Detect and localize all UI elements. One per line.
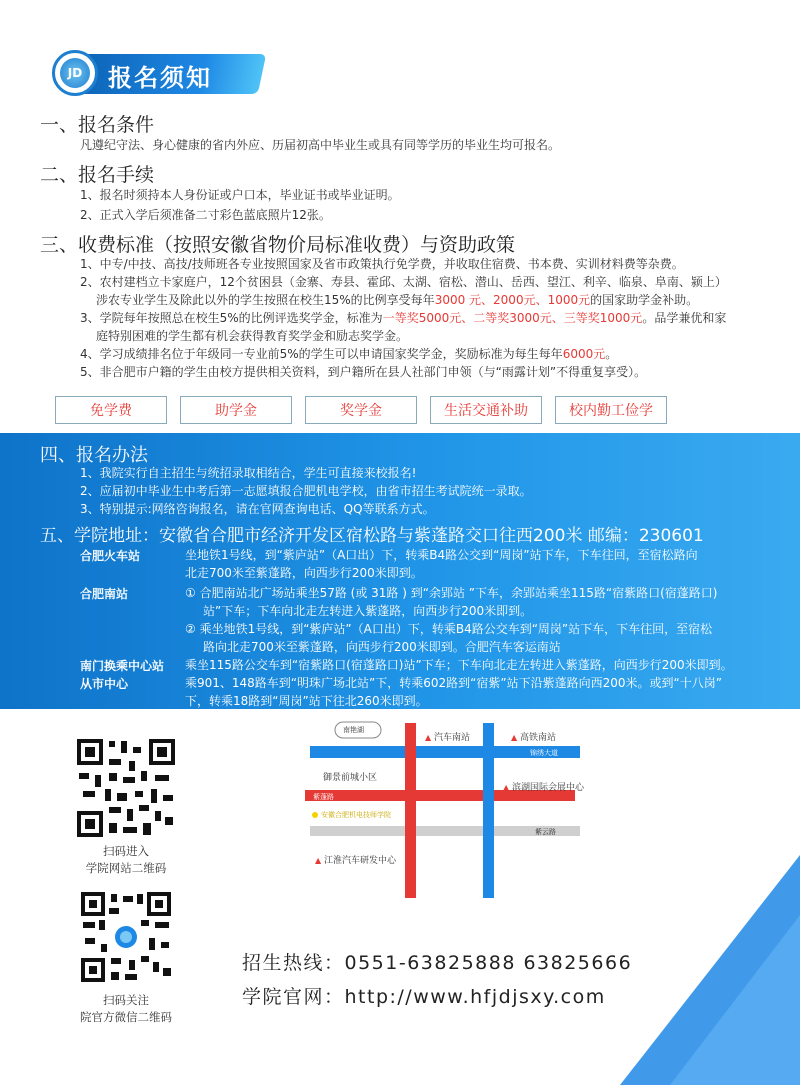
route-south-2: 站”下车；下车向北走左转进入紫蓬路，向西步行200米即到。	[203, 604, 533, 618]
caption-line: 院官方微信二维码	[80, 1010, 172, 1024]
map-expo	[503, 780, 584, 793]
tag-grant: 助学金	[180, 396, 292, 424]
section-1-line: 凡遵纪守法、身心健康的省内外应、历届初高中毕业生或具有同等学历的毕业生均可报名。	[80, 138, 561, 152]
route-nanmen: 乘坐115路公交车到“宿紫路口(宿蓬路口)站”下车；下车向北走左转进入紫蓬路，向西步行200米即到。	[185, 658, 733, 672]
route-train-2: 北走700米至紫蓬路，向西步行200米即到。	[185, 566, 423, 580]
map-yujing: 御景前城小区	[323, 773, 378, 783]
route-south-1: ① 合肥南站北广场站乘坐57路 (或 31路 ) 到“余郢站 ”下车，余郢站乘坐115路“宿紫路口(宿蓬路口)	[185, 586, 718, 600]
corner-decoration	[600, 855, 800, 1085]
marker-icon: ▲	[425, 733, 432, 742]
map-jinxiu-road: 锦绣大道	[530, 749, 558, 757]
caption-line: 扫码进入	[103, 844, 149, 858]
route-south-3: ② 乘坐地铁1号线，到“紫庐站”（A口出）下，转乘B4路公交车到“周岗”站下车，下车往回，至宿松	[185, 622, 713, 636]
section-4-line-2: 2、应届初中毕业生中考后第一志愿填报合肥机电学校，由省市招生考试院统一录取。	[80, 484, 532, 498]
route-city-1: 乘901、148路车到“明珠广场北站”下，转乘602路到“宿紫”站下沿紫蓬路向西200米。或到“十八岗”	[185, 676, 722, 690]
map-jac	[315, 853, 396, 866]
route-train-1: 坐地铁1号线，到“紫庐站”（A口出）下，转乘B4路公交到“周岗”站下车，下车往回，至宿松路向	[185, 548, 698, 562]
map-label-text: 高铁南站	[520, 733, 557, 743]
section-2-line-1: 1、报名时须持本人身份证或户口本，毕业证书或毕业证明。	[80, 188, 400, 202]
caption-line: 学院网站二维码	[85, 861, 167, 875]
wechat-qr-caption	[56, 992, 196, 1026]
benefit-tags	[55, 396, 675, 424]
website-qr-caption	[56, 843, 196, 877]
scholarship-amounts: 一等奖5000元、二等奖3000元、三等奖1000元	[382, 311, 643, 325]
route-label-train: 合肥火车站	[80, 549, 141, 563]
section-3-line-7: 5、非合肥市户籍的学生由校方提供相关资料，到户籍所在县人社部门申领（与“雨露计划”不得重复享受）。	[80, 365, 647, 379]
text: 。品学兼优和家	[642, 311, 727, 325]
text: 的国家助学金补助。	[590, 293, 699, 307]
map-zipeng-road: 紫蓬路	[313, 793, 334, 801]
text: 3、学院每年按照总在校生5%的比例评选奖学金，标准为	[80, 311, 383, 325]
official-website[interactable]: 学院官网：http://www.hfjdjsxy.com	[242, 986, 606, 1008]
marker-icon: ▲	[511, 733, 518, 742]
caption-line: 扫码关注	[103, 993, 149, 1007]
blue-info-band	[0, 433, 800, 709]
school-logo	[52, 50, 98, 96]
section-4-title: 四、报名办法	[40, 445, 148, 466]
tag-transport-subsidy: 生活交通补助	[430, 396, 542, 424]
section-3-line-4	[80, 309, 726, 327]
section-3-line-1: 1、中专/中技、高技/技师班各专业按照国家及省市政策执行免学费，并收取住宿费、书本费、实训材料费等杂费。	[80, 257, 684, 271]
admission-hotline: 招生热线：0551-63825888 63825666	[242, 952, 633, 974]
section-3-line-6	[80, 345, 617, 363]
route-label-city: 从市中心	[80, 677, 129, 691]
section-2-title: 二、报名手续	[40, 164, 155, 186]
route-city-2: 下，转乘18路到“周岗”站下往北260米即到。	[185, 694, 428, 708]
marker-icon: ▲	[503, 783, 510, 792]
section-3-line-2: 2、农村建档立卡家庭户，12个贫困县（金寨、寿县、霍邱、太湖、宿松、潜山、岳西、望江、利辛、临泉、阜南、颍上）	[80, 275, 727, 289]
map-label-text: 滨湖国际会展中心	[512, 783, 585, 793]
section-5-title: 五、学院地址：安徽省合肥市经济开发区宿松路与紫蓬路交口往西200米 邮编：230601	[40, 526, 704, 546]
location-map	[305, 718, 595, 908]
section-3-line-3	[96, 291, 698, 309]
map-label-text: 汽车南站	[434, 733, 471, 743]
section-1-title: 一、报名条件	[40, 114, 155, 136]
text: 4、学习成绩排名位于年级同一专业前5%的学生可以申请国家奖学金，奖励标准为每生每年	[80, 347, 563, 361]
website-qr-code	[75, 737, 177, 839]
map-school: 安徽合肥机电技师学院	[321, 811, 391, 819]
text: 涉农专业学生及除此以外的学生按照在校生15%的比例享受每年	[96, 293, 435, 307]
text: 。	[605, 347, 618, 361]
section-4-line-3: 3、特别提示:网络咨询报名，请在官网查询电话、QQ等联系方式。	[80, 502, 435, 516]
section-3-title: 三、收费标准（按照安徽省物价局标准收费）与资助政策	[40, 234, 516, 256]
map-rail-south	[511, 730, 556, 743]
wechat-qr-code	[79, 890, 173, 984]
page-title: 报名须知	[108, 64, 212, 92]
route-label-south: 合肥南站	[80, 587, 129, 601]
map-label-text: 江淮汽车研发中心	[324, 856, 397, 866]
section-3-line-5: 庭特别困难的学生都有机会获得教育奖学金和励志奖学金。	[96, 329, 409, 343]
map-ziyun-road: 紫云路	[535, 828, 556, 836]
marker-icon: ▲	[315, 856, 322, 865]
grant-amounts: 3000 元、2000元、1000元	[434, 293, 591, 307]
map-bus-south	[425, 730, 470, 743]
header-banner	[52, 50, 262, 96]
map-nanyanhu: 南艳湖	[343, 726, 364, 734]
logo-mark: JD	[60, 58, 90, 88]
route-south-4: 路向北走700米至紫蓬路，向西步行200米即到。合肥汽车客运南站	[203, 640, 561, 654]
tag-work-study: 校内勤工俭学	[555, 396, 667, 424]
tag-tuition-free: 免学费	[55, 396, 167, 424]
section-4-line-1: 1、我院实行自主招生与统招录取相结合，学生可直接来校报名!	[80, 466, 417, 480]
national-scholarship-amount: 6000元	[562, 347, 606, 361]
tag-scholarship: 奖学金	[305, 396, 417, 424]
section-2-line-2: 2、正式入学后须准备二寸彩色蓝底照片12张。	[80, 208, 331, 222]
route-label-nanmen: 南门换乘中心站	[80, 659, 165, 673]
